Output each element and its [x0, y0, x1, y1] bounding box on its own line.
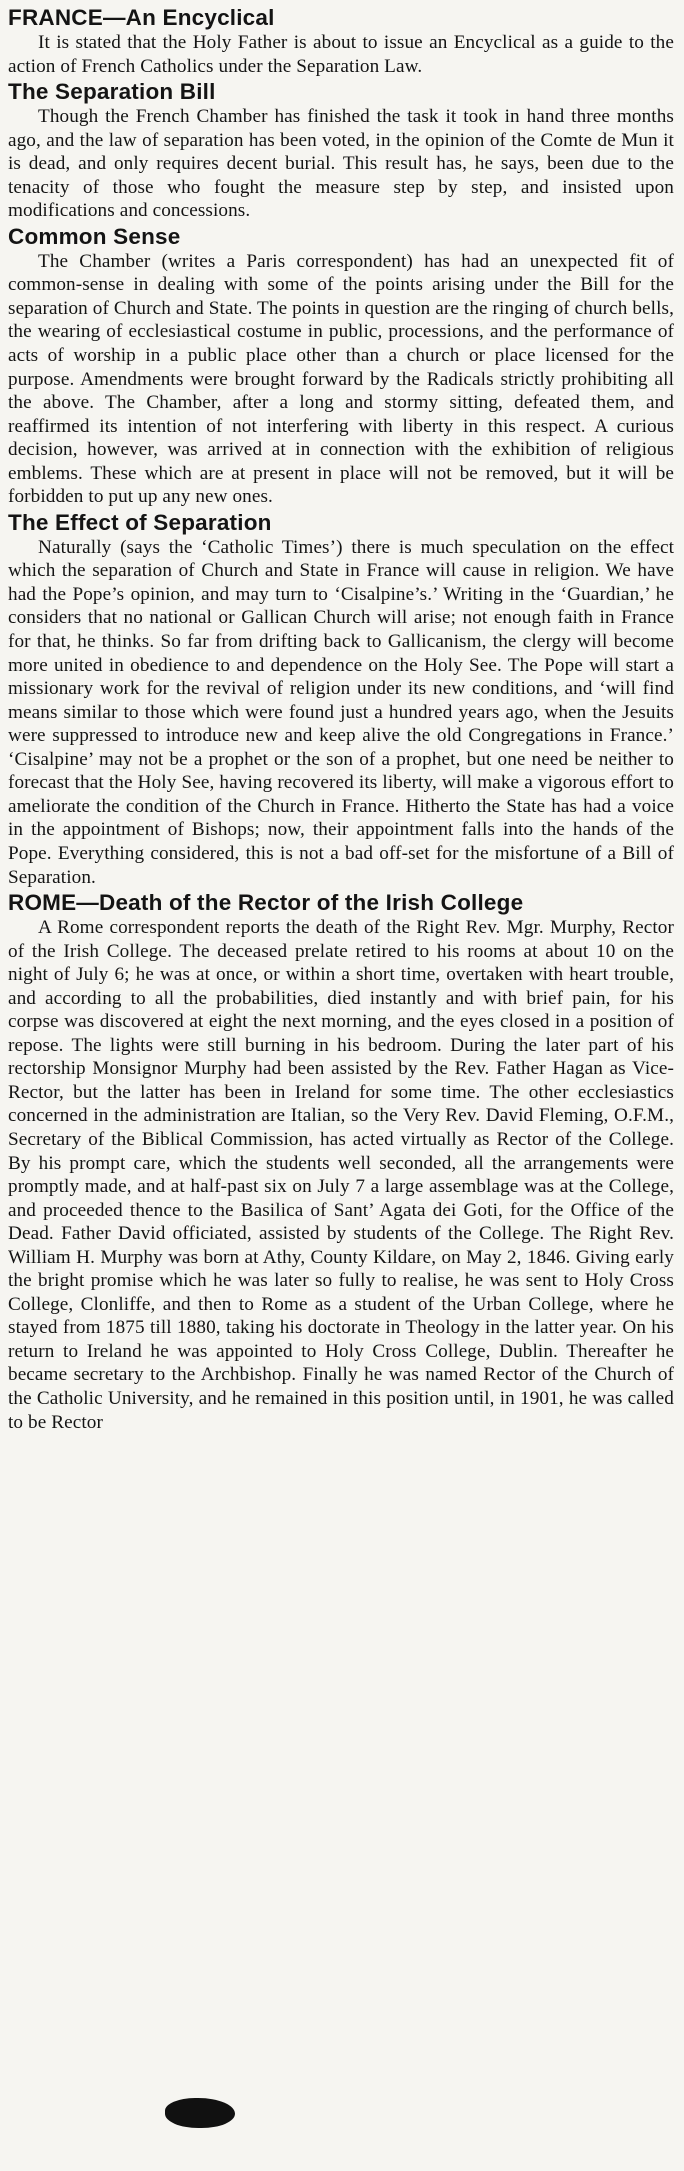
section-heading: The Effect of Separation — [8, 509, 272, 535]
section-body: The Chamber (writes a Paris correspondent) has had an unexpected fit of common-sense in dealing with some of the points arising under the Bill for the separation of Church and State. The points in question are the ringing of church bells, the wearing of ecclesiastical costume in public, processions, and the performance of acts of worship in a public place other than a church or place licensed for the purpose. Amendments were brought forward by the Radicals strictly prohibiting all the above. The Chamber, after a long and stormy sitting, defeated them, and reaffirmed its intention of not interfering with liberty in this respect. A curious decision, however, was arrived at in connection with the exhibition of religious emblems. These which are at present in place will not be removed, but it will be forbidden to put up any new ones. — [8, 250, 674, 508]
section-body: Naturally (says the ‘Catholic Times’) there is much speculation on the effect which the separation of Church and State in France will cause in religion. We have had the Pope’s opinion, and may turn to ‘Cisalpine’s.’ Writing in the ‘Guardian,’ he considers that no national or Gallican Church will arise; not enough faith in France for that, he thinks. So far from drifting back to Gallicanism, the clergy will become more united in obedience to and dependence on the Holy See. The Pope will start a missionary work for the revival of religion under its new conditions, and ‘will find means similar to those which were found just a hundred years ago, when the Jesuits were suppressed to introduce new and keep alive the old Congregations in France.’ ‘Cisalpine’ may not be a prophet or the son of a prophet, but one need be neither to forecast that the Holy See, having recovered its liberty, will make a vigorous effort to ameliorate the condition of the Church in France. Hitherto the State has had a voice in the appointment of Bishops; now, their appointment falls into the hands of the Pope. Everything considered, this is not a bad off-set for the misfortune of a Bill of Separation. — [8, 536, 674, 888]
ink-blot — [165, 2098, 235, 2128]
section-heading: Common Sense — [8, 223, 181, 249]
section-body: It is stated that the Holy Father is about to issue an Encyclical as a guide to the action of French Catholics under the Separation Law. — [8, 32, 674, 77]
section-body: Though the French Chamber has finished the task it took in hand three months ago, and the law of separation has been voted, in the opinion of the Comte de Mun it is dead, and only requires decent burial. This result has, he says, been due to the tenacity of those who fought the measure step by step, and insisted upon modifications and concessions. — [8, 106, 674, 222]
section-heading: FRANCE—An Encyclical — [8, 5, 275, 30]
section-common-sense — [8, 223, 674, 509]
section-heading: The Separation Bill — [8, 79, 216, 105]
section-rome-rector-death — [8, 889, 674, 1434]
section-effect-of-separation — [8, 509, 674, 889]
section-body: A Rome correspondent reports the death of the Right Rev. Mgr. Murphy, Rector of the Irish College. The deceased prelate retired to his rooms at about 10 on the night of July 6; he was at once, or within a short time, overtaken with heart trouble, and according to all the probabilities, died instantly and with brief pain, for his corpse was discovered at eight the next morning, and the eyes closed in a position of repose. The lights were still burning in his bedroom. During the later part of his rectorship Monsignor Murphy had been assisted by the Rev. Father Hagan as Vice-Rector, but the latter has been in Ireland for some time. The other ecclesiastics concerned in the administration are Italian, so the Very Rev. David Fleming, O.F.M., Secretary of the Biblical Commission, has acted virtually as Rector of the College. By his prompt care, which the students well seconded, all the arrangements were promptly made, and at half-past six on July 7 a large assemblage was at the College, and proceeded thence to the Basilica of Sant’ Agata dei Goti, for the Office of the Dead. Father David officiated, assisted by students of the College. The Right Rev. William H. Murphy was born at Athy, County Kildare, on May 2, 1846. Giving early the bright promise which he was later so fully to realise, he was sent to Holy Cross College, Clonliffe, and then to Rome as a student of the Urban College, where he stayed from 1875 till 1880, taking his doctorate in Theology in the latter year. On his return to Ireland he was appointed to Holy Cross College, Dublin. Thereafter he became secretary to the Archbishop. Finally he was named Rector of the Church of the Catholic University, and he remained in this position until, in 1901, he was called to be Rector — [8, 917, 674, 1433]
section-heading: ROME—Death of the Rector of the Irish College — [8, 890, 524, 916]
section-france-encyclical — [8, 4, 674, 78]
section-separation-bill — [8, 78, 674, 223]
